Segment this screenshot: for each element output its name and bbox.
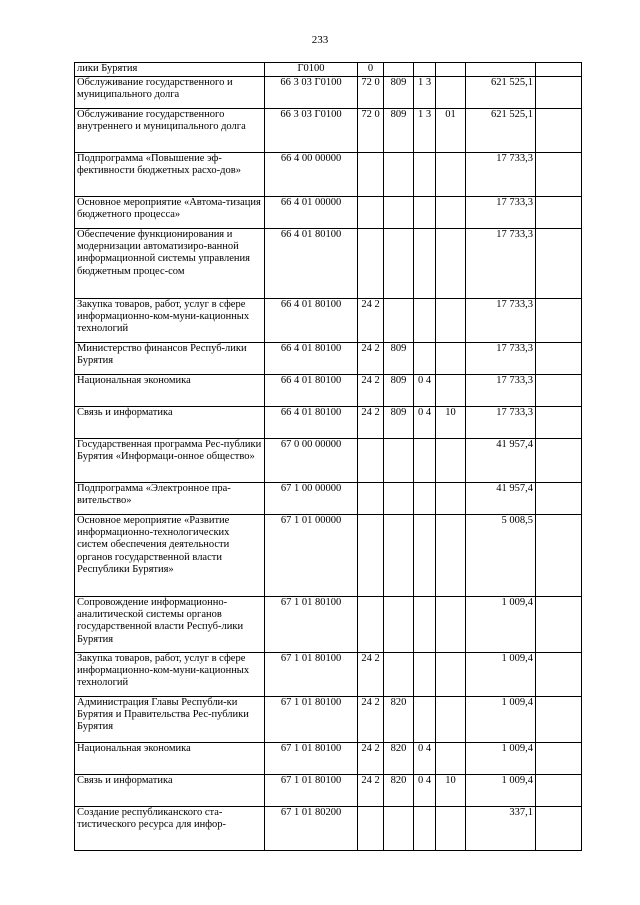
row-section — [414, 697, 436, 743]
row-empty-cell — [536, 653, 582, 697]
row-expense-type: 0 — [358, 63, 384, 77]
row-amount: 17 733,3 — [466, 375, 536, 407]
row-amount: 17 733,3 — [466, 343, 536, 375]
row-empty-cell — [536, 775, 582, 807]
row-expense-type: 24 2 — [358, 775, 384, 807]
row-expense-type: 24 2 — [358, 743, 384, 775]
row-section — [414, 439, 436, 483]
row-subsection — [436, 343, 466, 375]
row-amount: 41 957,4 — [466, 439, 536, 483]
row-expense-type — [358, 807, 384, 851]
row-subsection — [436, 439, 466, 483]
table-row — [75, 697, 582, 743]
row-name: Закупка товаров, работ, услуг в сфере информационно-ком-муни-кационных технологий — [75, 653, 265, 697]
row-empty-cell — [536, 439, 582, 483]
row-administrator: 820 — [384, 697, 414, 743]
row-section — [414, 299, 436, 343]
row-section — [414, 153, 436, 197]
row-name: Обслуживание государственного внутреннего и муниципального долга — [75, 109, 265, 153]
table-row — [75, 375, 582, 407]
page-number: 233 — [311, 34, 329, 46]
row-target-article: Г0100 — [265, 63, 358, 77]
row-amount: 1 009,4 — [466, 775, 536, 807]
row-section: 1 3 — [414, 109, 436, 153]
row-administrator: 820 — [384, 775, 414, 807]
row-target-article: 66 4 01 80100 — [265, 299, 358, 343]
row-subsection — [436, 483, 466, 515]
row-amount: 17 733,3 — [466, 229, 536, 299]
row-subsection — [436, 743, 466, 775]
row-amount: 1 009,4 — [466, 653, 536, 697]
row-administrator — [384, 153, 414, 197]
row-section — [414, 229, 436, 299]
table-row — [75, 109, 582, 153]
row-expense-type: 24 2 — [358, 375, 384, 407]
row-name: Подпрограмма «Повышение эф-фективности бюджетных расхо-дов» — [75, 153, 265, 197]
row-empty-cell — [536, 299, 582, 343]
row-subsection — [436, 515, 466, 597]
row-name: Основное мероприятие «Автома-тизация бюджетного процесса» — [75, 197, 265, 229]
row-amount: 41 957,4 — [466, 483, 536, 515]
row-name: Национальная экономика — [75, 375, 265, 407]
row-empty-cell — [536, 743, 582, 775]
row-expense-type — [358, 229, 384, 299]
row-name: Основное мероприятие «Развитие информационно-технологических систем обеспечения деятельности органов государственной власти Республики Бурятия» — [75, 515, 265, 597]
row-administrator — [384, 515, 414, 597]
row-target-article: 66 4 01 80100 — [265, 375, 358, 407]
row-target-article: 67 1 01 80100 — [265, 697, 358, 743]
table-row — [75, 515, 582, 597]
row-administrator — [384, 229, 414, 299]
row-empty-cell — [536, 197, 582, 229]
row-name: Национальная экономика — [75, 743, 265, 775]
row-subsection — [436, 229, 466, 299]
row-subsection — [436, 375, 466, 407]
row-name: Министерство финансов Респуб-лики Бурятия — [75, 343, 265, 375]
row-expense-type — [358, 197, 384, 229]
row-target-article: 67 1 00 00000 — [265, 483, 358, 515]
row-administrator — [384, 197, 414, 229]
row-administrator — [384, 483, 414, 515]
row-expense-type: 72 0 — [358, 77, 384, 109]
row-target-article: 66 3 03 Г0100 — [265, 109, 358, 153]
table-row — [75, 597, 582, 653]
table-row — [75, 197, 582, 229]
row-expense-type: 24 2 — [358, 653, 384, 697]
row-empty-cell — [536, 343, 582, 375]
row-amount: 17 733,3 — [466, 197, 536, 229]
table-row — [75, 653, 582, 697]
row-target-article: 66 3 03 Г0100 — [265, 77, 358, 109]
row-empty-cell — [536, 407, 582, 439]
row-amount: 5 008,5 — [466, 515, 536, 597]
row-section: 0 4 — [414, 743, 436, 775]
row-subsection — [436, 153, 466, 197]
row-administrator: 809 — [384, 77, 414, 109]
row-empty-cell — [536, 807, 582, 851]
row-target-article: 66 4 00 00000 — [265, 153, 358, 197]
row-subsection — [436, 77, 466, 109]
row-expense-type — [358, 515, 384, 597]
row-subsection — [436, 697, 466, 743]
row-subsection — [436, 653, 466, 697]
row-amount: 17 733,3 — [466, 153, 536, 197]
row-name: Закупка товаров, работ, услуг в сфере информационно-ком-муни-кационных технологий — [75, 299, 265, 343]
table-row — [75, 439, 582, 483]
row-name: Обеспечение функционирования и модернизации автоматизиро-ванной информационной системы управления бюджетным процес-сом — [75, 229, 265, 299]
row-name: Сопровождение информационно-аналитической системы органов государственной власти Респуб-лики Бурятия — [75, 597, 265, 653]
row-expense-type — [358, 439, 384, 483]
row-name: Подпрограмма «Электронное пра-вительство» — [75, 483, 265, 515]
table-row — [75, 63, 582, 77]
row-subsection: 10 — [436, 775, 466, 807]
table-row — [75, 407, 582, 439]
row-name: лики Бурятия — [75, 63, 265, 77]
row-section — [414, 63, 436, 77]
row-administrator — [384, 807, 414, 851]
row-name: Государственная программа Рес-публики Бурятия «Информаци-онное общество» — [75, 439, 265, 483]
table-row — [75, 77, 582, 109]
row-section — [414, 343, 436, 375]
row-empty-cell — [536, 153, 582, 197]
row-target-article: 67 1 01 80100 — [265, 775, 358, 807]
row-amount: 1 009,4 — [466, 743, 536, 775]
row-expense-type: 24 2 — [358, 697, 384, 743]
row-empty-cell — [536, 483, 582, 515]
row-empty-cell — [536, 597, 582, 653]
row-expense-type — [358, 153, 384, 197]
row-administrator: 809 — [384, 343, 414, 375]
row-name: Связь и информатика — [75, 407, 265, 439]
row-administrator — [384, 653, 414, 697]
row-section: 0 4 — [414, 407, 436, 439]
row-expense-type: 72 0 — [358, 109, 384, 153]
row-amount: 17 733,3 — [466, 299, 536, 343]
row-amount — [466, 63, 536, 77]
row-expense-type — [358, 597, 384, 653]
row-target-article: 67 1 01 80200 — [265, 807, 358, 851]
row-section: 1 3 — [414, 77, 436, 109]
row-administrator — [384, 597, 414, 653]
row-subsection — [436, 299, 466, 343]
row-amount: 621 525,1 — [466, 109, 536, 153]
table-row — [75, 229, 582, 299]
row-target-article: 66 4 01 80100 — [265, 343, 358, 375]
row-administrator — [384, 439, 414, 483]
row-subsection — [436, 597, 466, 653]
row-empty-cell — [536, 109, 582, 153]
row-section — [414, 515, 436, 597]
row-target-article: 67 1 01 00000 — [265, 515, 358, 597]
row-name: Администрация Главы Республи-ки Бурятия и Правительства Рес-публики Бурятия — [75, 697, 265, 743]
row-target-article: 66 4 01 80100 — [265, 229, 358, 299]
table-row — [75, 775, 582, 807]
row-target-article: 66 4 01 80100 — [265, 407, 358, 439]
row-section — [414, 197, 436, 229]
row-subsection: 01 — [436, 109, 466, 153]
row-administrator — [384, 63, 414, 77]
row-administrator — [384, 299, 414, 343]
row-expense-type — [358, 483, 384, 515]
row-empty-cell — [536, 375, 582, 407]
row-name: Обслуживание государственного и муниципального долга — [75, 77, 265, 109]
row-subsection — [436, 63, 466, 77]
row-target-article: 66 4 01 00000 — [265, 197, 358, 229]
table-row — [75, 343, 582, 375]
row-name: Создание республиканского ста-тистического ресурса для инфор- — [75, 807, 265, 851]
row-administrator: 820 — [384, 743, 414, 775]
row-section: 0 4 — [414, 775, 436, 807]
table-row — [75, 807, 582, 851]
row-empty-cell — [536, 63, 582, 77]
row-target-article: 67 1 01 80100 — [265, 743, 358, 775]
table-row — [75, 153, 582, 197]
row-amount: 17 733,3 — [466, 407, 536, 439]
table-row — [75, 743, 582, 775]
row-section — [414, 807, 436, 851]
table-row — [75, 483, 582, 515]
row-amount: 1 009,4 — [466, 697, 536, 743]
row-subsection: 10 — [436, 407, 466, 439]
row-expense-type: 24 2 — [358, 343, 384, 375]
row-target-article: 67 0 00 00000 — [265, 439, 358, 483]
row-amount: 337,1 — [466, 807, 536, 851]
row-expense-type: 24 2 — [358, 299, 384, 343]
row-administrator: 809 — [384, 407, 414, 439]
row-empty-cell — [536, 77, 582, 109]
row-target-article: 67 1 01 80100 — [265, 653, 358, 697]
budget-table — [74, 62, 582, 851]
row-section: 0 4 — [414, 375, 436, 407]
row-empty-cell — [536, 697, 582, 743]
row-expense-type: 24 2 — [358, 407, 384, 439]
row-administrator: 809 — [384, 109, 414, 153]
row-subsection — [436, 197, 466, 229]
row-amount: 1 009,4 — [466, 597, 536, 653]
row-section — [414, 653, 436, 697]
row-name: Связь и информатика — [75, 775, 265, 807]
row-amount: 621 525,1 — [466, 77, 536, 109]
row-administrator: 809 — [384, 375, 414, 407]
table-row — [75, 299, 582, 343]
row-subsection — [436, 807, 466, 851]
row-empty-cell — [536, 229, 582, 299]
row-section — [414, 597, 436, 653]
row-section — [414, 483, 436, 515]
row-empty-cell — [536, 515, 582, 597]
row-target-article: 67 1 01 80100 — [265, 597, 358, 653]
